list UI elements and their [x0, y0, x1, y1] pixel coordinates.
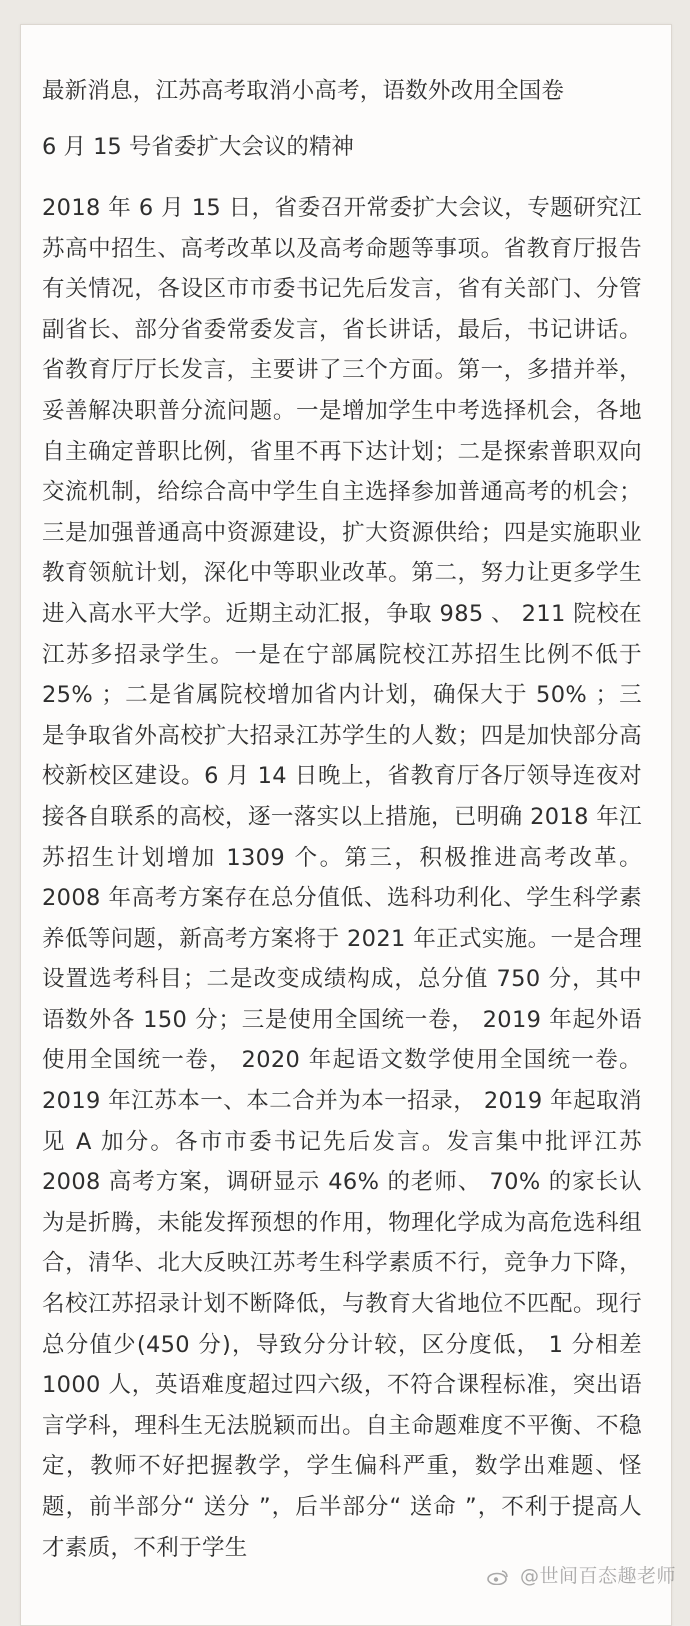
article-content: [42, 74, 642, 1568]
weibo-logo-icon: [487, 1569, 509, 1585]
article-headline: 最新消息，江苏高考取消小高考，语数外改用全国卷: [42, 74, 642, 108]
article-subheading: 6 月 15 号省委扩大会议的精神: [42, 130, 642, 164]
article-body: 2018 年 6 月 15 日，省委召开常委扩大会议，专题研究江苏高中招生、高考改革以及高考命题等事项。省教育厅报告有关情况，各设区市市委书记先后发言，省有关部门、分管副省长、部分省委常委发言，省长讲话，最后，书记讲话。省教育厅厅长发言，主要讲了三个方面。第一，多措并举，妥善解决职普分流问题。一是增加学生中考选择机会，各地自主确定普职比例，省里不再下达计划；二是探索普职双向交流机制，给综合高中学生自主选择参加普通高考的机会；三是加强普通高中资源建设，扩大资源供给；四是实施职业教育领航计划，深化中等职业改革。第二，努力让更多学生进入高水平大学。近期主动汇报，争取 985 、 211 院校在江苏多招录学生。一是在宁部属院校江苏招生比例不低于 25% ；二是省属院校增加省内计划，确保大于 50% ；三是争取省外高校扩大招录江苏学生的人数；四是加快部分高校新校区建设。6 月 14 日晚上，省教育厅各厅领导连夜对接各自联系的高校，逐一落实以上措施，已明确 2018 年江苏招生计划增加 1309 个。第三，积极推进高考改革。2008 年高考方案存在总分值低、选科功利化、学生科学素养低等问题，新高考方案将于 2021 年正式实施。一是合理设置选考科目；二是改变成绩构成，总分值 750 分，其中语数外各 150 分；三是使用全国统一卷， 2019 年起外语使用全国统一卷， 2020 年起语文数学使用全国统一卷。 2019 年江苏本一、本二合并为本一招录， 2019 年起取消见 A 加分。各市市委书记先后发言。发言集中批评江苏 2008 高考方案，调研显示 46% 的老师、 70% 的家长认为是折腾，未能发挥预想的作用，物理化学成为高危选科组合，清华、北大反映江苏考生科学素质不行，竞争力下降，名校江苏招录计划不断降低，与教育大省地位不匹配。现行总分值少(450 分)，导致分分计较，区分度低， 1 分相差 1000 人，英语难度超过四六级，不符合课程标准，突出语言学科，理科生无法脱颖而出。自主命题难度不平衡、不稳定，教师不好把握教学，学生偏科严重，数学出难题、怪题，前半部分“ 送分 ”，后半部分“ 送命 ”，不利于提高人才素质，不利于学生: [42, 188, 642, 1568]
watermark-text: @世间百态趣老师: [520, 1565, 676, 1587]
watermark: [487, 1561, 676, 1588]
